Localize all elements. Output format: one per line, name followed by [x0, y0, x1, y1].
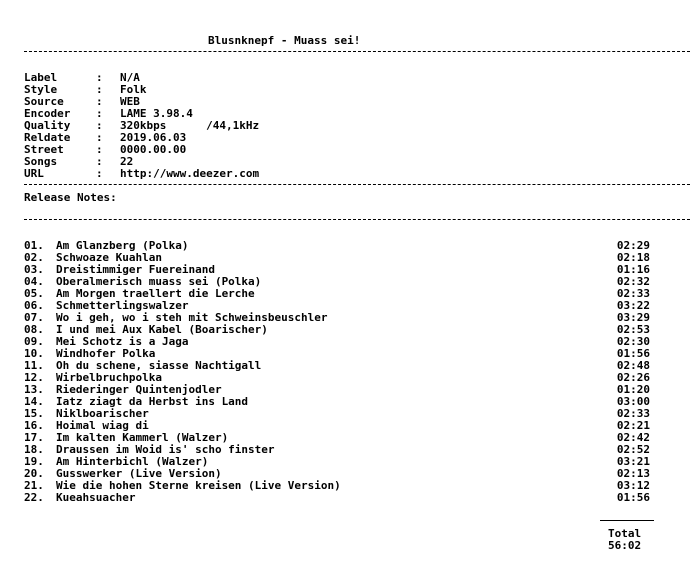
track-number: 02. — [24, 251, 44, 264]
track-number: 01. — [24, 239, 44, 252]
track-time: 02:26 — [616, 371, 650, 384]
track-title: Am Hinterbichl (Walzer) — [56, 455, 209, 468]
track-time: 02:21 — [616, 419, 650, 432]
track-time: 02:33 — [616, 287, 650, 300]
meta-row-url: URL : http://www.deezer.com — [24, 167, 260, 180]
track-time: 03:29 — [616, 311, 650, 324]
meta-key: URL — [24, 167, 44, 180]
track-time: 01:16 — [616, 263, 650, 276]
meta-row-label: Label : N/A — [24, 71, 140, 84]
track-number: 04. — [24, 275, 44, 288]
track-time: 03:21 — [616, 455, 650, 468]
track-number: 19. — [24, 455, 44, 468]
meta-key: Label — [24, 71, 58, 84]
track-number: 12. — [24, 371, 44, 384]
track-time: 01:20 — [616, 383, 650, 396]
total-time: 56:02 — [608, 539, 642, 552]
track-title: Wie die hohen Sterne kreisen (Live Version) — [56, 479, 341, 492]
track-title: Niklboarischer — [56, 407, 149, 420]
divider-notes — [24, 219, 690, 220]
meta-url[interactable]: http://www.deezer.com — [120, 167, 260, 180]
track-title: Draussen im Woid is' scho finster — [56, 443, 275, 456]
track-title: Am Morgen traellert die Lerche — [56, 287, 255, 300]
track-number: 21. — [24, 479, 44, 492]
track-time: 02:53 — [616, 323, 650, 336]
track-number: 16. — [24, 419, 44, 432]
track-title: Wirbelbruchpolka — [56, 371, 162, 384]
track-number: 17. — [24, 431, 44, 444]
page-title: Blusnknepf - Muass sei! — [208, 34, 361, 47]
track-title: Iatz ziagt da Herbst ins Land — [56, 395, 249, 408]
meta-value: Folk — [120, 83, 147, 96]
release-notes-label: Release Notes: — [24, 191, 117, 204]
track-title: Dreistimmiger Fuereinand — [56, 263, 215, 276]
track-number: 05. — [24, 287, 44, 300]
track-number: 03. — [24, 263, 44, 276]
track-time: 02:29 — [616, 239, 650, 252]
track-title: I und mei Aux Kabel (Boarischer) — [56, 323, 268, 336]
track-title: Am Glanzberg (Polka) — [56, 239, 189, 252]
meta-value: LAME 3.98.4 — [120, 107, 193, 120]
track-title: Oberalmerisch muass sei (Polka) — [56, 275, 262, 288]
track-time: 03:22 — [616, 299, 650, 312]
track-number: 22. — [24, 491, 44, 504]
track-time: 01:56 — [616, 491, 650, 504]
meta-row-encoder: Encoder : LAME 3.98.4 — [24, 107, 193, 120]
track-title: Wo i geh, wo i steh mit Schweinsbeuschler — [56, 311, 328, 324]
meta-key: Style — [24, 83, 58, 96]
track-number: 07. — [24, 311, 44, 324]
meta-value: WEB — [120, 95, 140, 108]
track-time: 02:30 — [616, 335, 650, 348]
track-title: Schmetterlingswalzer — [56, 299, 189, 312]
track-time: 02:33 — [616, 407, 650, 420]
track-time: 02:42 — [616, 431, 650, 444]
track-number: 09. — [24, 335, 44, 348]
total-divider — [600, 520, 654, 521]
track-number: 10. — [24, 347, 44, 360]
meta-value: 0000.00.00 — [120, 143, 187, 156]
track-row — [24, 492, 650, 504]
track-number: 14. — [24, 395, 44, 408]
meta-row-reldate: Reldate : 2019.06.03 — [24, 131, 187, 144]
track-number: 08. — [24, 323, 44, 336]
meta-key: Source — [24, 95, 64, 108]
meta-key: Reldate — [24, 131, 71, 144]
meta-key: Street — [24, 143, 64, 156]
track-time: 02:18 — [616, 251, 650, 264]
track-number: 18. — [24, 443, 44, 456]
track-title: Im kalten Kammerl (Walzer) — [56, 431, 229, 444]
track-time: 02:13 — [616, 467, 650, 480]
track-title: Kueahsuacher — [56, 491, 136, 504]
meta-value: N/A — [120, 71, 140, 84]
meta-row-style: Style : Folk — [24, 83, 147, 96]
meta-row-songs: Songs : 22 — [24, 155, 134, 168]
track-number: 13. — [24, 383, 44, 396]
total-label: Total — [608, 527, 642, 540]
track-number: 15. — [24, 407, 44, 420]
track-time: 02:52 — [616, 443, 650, 456]
track-title: Mei Schotz is a Jaga — [56, 335, 189, 348]
meta-row-source: Source : WEB — [24, 95, 140, 108]
track-time: 01:56 — [616, 347, 650, 360]
track-title: Gusswerker (Live Version) — [56, 467, 222, 480]
meta-value: 22 — [120, 155, 134, 168]
track-time: 02:32 — [616, 275, 650, 288]
track-title: Oh du schene, siasse Nachtigall — [56, 359, 262, 372]
meta-key: Quality — [24, 119, 71, 132]
track-title: Windhofer Polka — [56, 347, 156, 360]
divider-top — [24, 51, 690, 52]
meta-value: 2019.06.03 — [120, 131, 187, 144]
track-time: 03:12 — [616, 479, 650, 492]
meta-key: Songs — [24, 155, 58, 168]
track-number: 06. — [24, 299, 44, 312]
track-time: 03:00 — [616, 395, 650, 408]
divider-meta — [24, 184, 690, 185]
track-title: Hoimal wiag di — [56, 419, 149, 432]
meta-row-street: Street : 0000.00.00 — [24, 143, 187, 156]
track-number: 20. — [24, 467, 44, 480]
track-time: 02:48 — [616, 359, 650, 372]
meta-value: 320kbps /44,1kHz — [120, 119, 260, 132]
meta-key: Encoder — [24, 107, 71, 120]
track-title: Schwoaze Kuahlan — [56, 251, 162, 264]
meta-row-quality: Quality : 320kbps /44,1kHz — [24, 119, 260, 132]
track-title: Riederinger Quintenjodler — [56, 383, 222, 396]
track-number: 11. — [24, 359, 44, 372]
